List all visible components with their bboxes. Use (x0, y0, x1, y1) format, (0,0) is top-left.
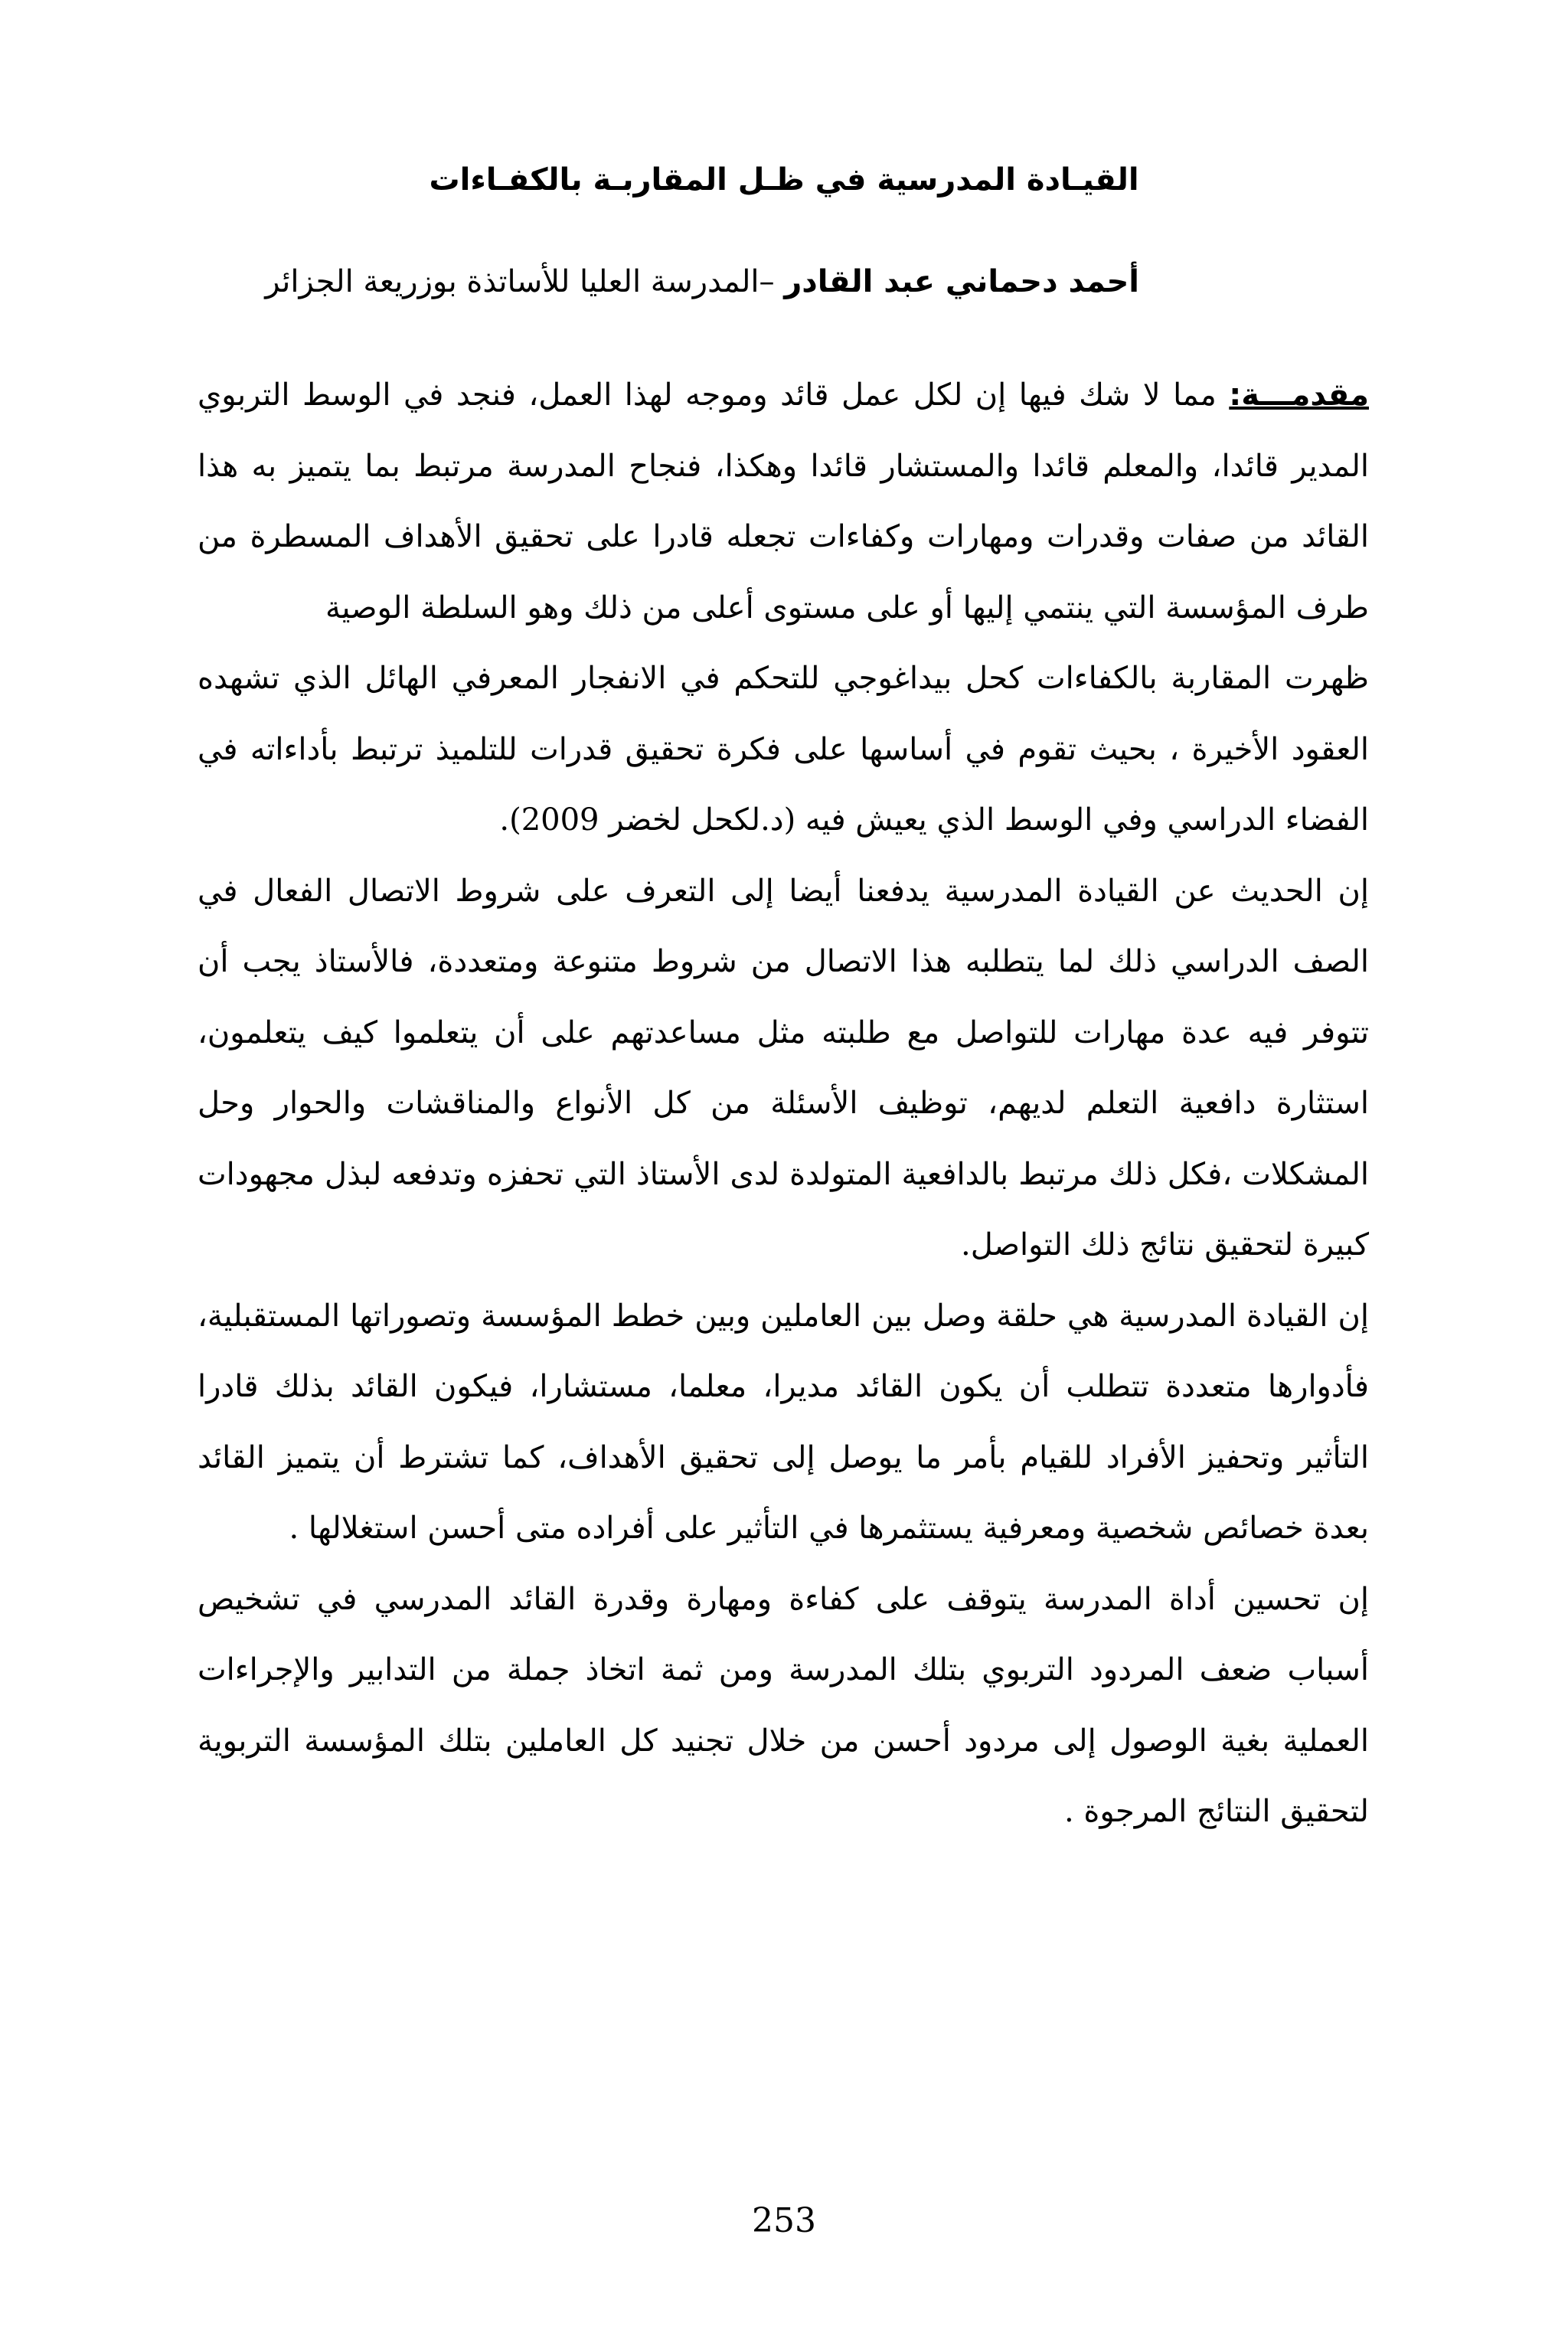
body-paragraph: إن تحسين أداة المدرسة يتوقف على كفاءة ومهارة وقدرة القائد المدرسي في تشخيص أسباب ضعف المردود التربوي بتلك المدرسة ومن ثمة اتخاذ جملة من التدابير والإجراءات العملية بغية الوصول إلى مردود أحسن من خلال تجنيد كل العاملين بتلك المؤسسة التربوية لتحقيق النتائج المرجوة . (198, 1581, 1369, 1829)
body-paragraph: ظهرت المقاربة بالكفاءات كحل بيداغوجي للتحكم في الانفجار المعرفي الهائل الذي تشهده العقود الأخيرة ، بحيث تقوم في أساسها على فكرة تحقيق قدرات للتلميذ ترتبط بأداءاته في الفضاء الدراسي وفي الوسط الذي يعيش فيه (د.لكحل لخضر 2009). (198, 661, 1370, 838)
author-separator: – (759, 264, 785, 299)
article-body (198, 360, 1369, 1847)
intro-paragraph (198, 360, 1369, 643)
author-affiliation: المدرسة العليا للأساتذة بوزريعة الجزائر (265, 264, 760, 299)
intro-label: مقدمـــة: (1229, 377, 1369, 413)
body-paragraph: إن الحديث عن القيادة المدرسية يدفعنا أيضا إلى التعرف على شروط الاتصال الفعال في الصف الدراسي ذلك لما يتطلبه هذا الاتصال من شروط متنوعة ومتعددة، فالأستاذ يجب أن تتوفر فيه عدة مهارات للتواصل مع طلبته مثل مساعدتهم على أن يتعلموا كيف يتعلمون، استثارة دافعية التعلم لديهم، توظيف الأسئلة من كل الأنواع والمناقشات والحوار وحل المشكلات ،فكل ذلك مرتبط بالدافعية المتولدة لدى الأستاذ التي تحفزه وتدفعه لبذل مجهودات كبيرة لتحقيق نتائج ذلك التواصل. (198, 873, 1369, 1263)
author-line (144, 264, 1139, 299)
author-name: أحمد دحماني عبد القادر (784, 264, 1139, 299)
body-paragraph: إن القيادة المدرسية هي حلقة وصل بين العاملين وبين خطط المؤسسة وتصوراتها المستقبلية، فأدوارها متعددة تتطلب أن يكون القائد مديرا، معلما، مستشارا، فيكون القائد بذلك قادرا التأثير وتحفيز الأفراد للقيام بأمر ما يوصل إلى تحقيق الأهداف، كما تشترط أن يتميز القائد بعدة خصائص شخصية ومعرفية يستثمرها في التأثير على أفراده متى أحسن استغلالها . (198, 1298, 1370, 1546)
intro-text: مما لا شك فيها إن لكل عمل قائد وموجه لهذا العمل، فنجد في الوسط التربوي المدير قائدا، والمعلم قائدا والمستشار قائدا وهكذا، فنجاح المدرسة مرتبط بما يتميز به هذا القائد من صفات وقدرات ومهارات وكفاءات تجعله قادرا على تحقيق الأهداف المسطرة من طرف المؤسسة التي ينتمي إليها أو على مستوى أعلى من ذلك وهو السلطة الوصية (198, 377, 1369, 626)
article-title: القيـادة المدرسية في ظـل المقاربـة بالكفـاءات (429, 162, 1139, 198)
page-number: 253 (752, 2201, 816, 2240)
